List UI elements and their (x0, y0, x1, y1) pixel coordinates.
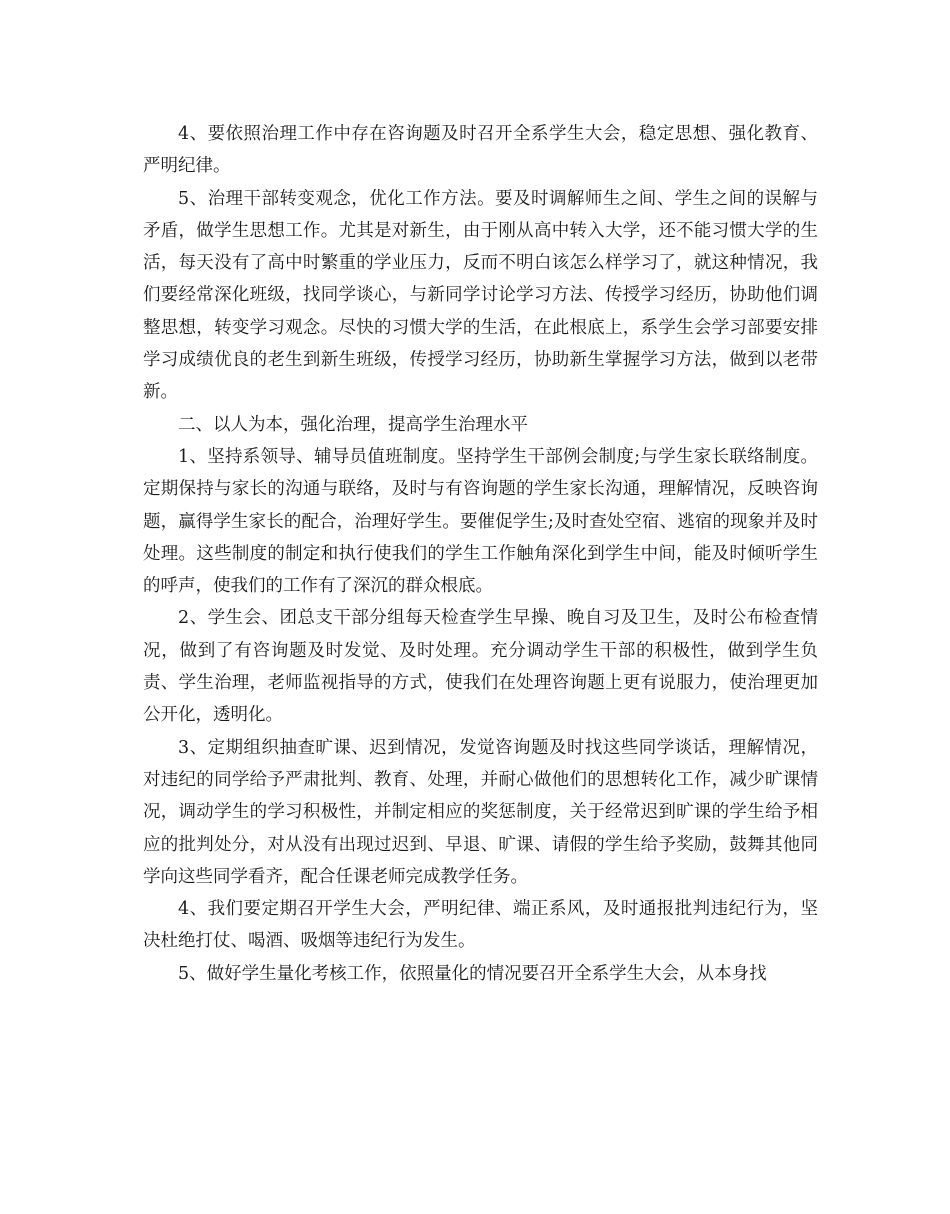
section-heading: 二、以人为本，强化治理，提高学生治理水平 (178, 414, 528, 435)
paragraph-item-3-attendance: 3、定期组织抽查旷课、迟到情况，发觉咨询题及时找这些同学谈话，理解情况，对违纪的同学给予严肃批判、教育、处理，并耐心做他们的思想转化工作，减少旷课情况，调动学生的学习积极性，并制定相应的奖惩制度，关于经常迟到旷课的学生给予相应的批判处分，对从没有出现过迟到、早退、旷课、请假的学生给予奖励，鼓舞其他同学向这些同学看齐，配合任课老师完成教学任务。 (143, 737, 818, 887)
paragraph-item-4-discipline: 4、我们要定期召开学生大会，严明纪律、端正系风，及时通报批判违纪行为，坚决杜绝打仗、喝酒、吸烟等违纪行为发生。 (143, 899, 818, 952)
paragraph-item-4-meeting: 4、要依照治理工作中存在咨询题及时召开全系学生大会，稳定思想、强化教育、严明纪律。 (143, 124, 818, 177)
paragraph-item-2-inspection: 2、学生会、团总支干部分组每天检查学生早操、晚自习及卫生，及时公布检查情况，做到了有咨询题及时发觉、及时处理。充分调动学生干部的积极性，做到学生负责、学生治理，老师监视指导的方式，使我们在处理咨询题上更有说服力，使治理更加公开化，透明化。 (143, 608, 818, 726)
paragraph-item-5-cadre-work: 5、治理干部转变观念，优化工作方法。要及时调解师生之间、学生之间的误解与矛盾，做学生思想工作。尤其是对新生，由于刚从高中转入大学，还不能习惯大学的生活，每天没有了高中时繁重的学业压力，反而不明白该怎么样学习了，就这种情况，我们要经常深化班级，找同学谈心，与新同学讨论学习方法、传授学习经历，协助他们调整思想，转变学习观念。尽快的习惯大学的生活，在此根底上，系学生会学习部要安排学习成绩优良的老生到新生班级，传授学习经历，协助新生掌握学习方法，做到以老带新。 (143, 188, 818, 403)
paragraph-item-1-duty-system: 1、坚持系领导、辅导员值班制度。坚持学生干部例会制度;与学生家长联络制度。定期保持与家长的沟通与联络，及时与有咨询题的学生家长沟通，理解情况，反映咨询题，赢得学生家长的配合，治理好学生。要催促学生;及时查处空宿、逃宿的现象并及时处理。这些制度的制定和执行使我们的学生工作触角深化到学生中间，能及时倾听学生的呼声，使我们的工作有了深沉的群众根底。 (143, 446, 818, 597)
document-body (143, 118, 818, 990)
paragraph-item-5-assessment: 5、做好学生量化考核工作，依照量化的情况要召开全系学生大会，从本身找 (178, 963, 767, 984)
